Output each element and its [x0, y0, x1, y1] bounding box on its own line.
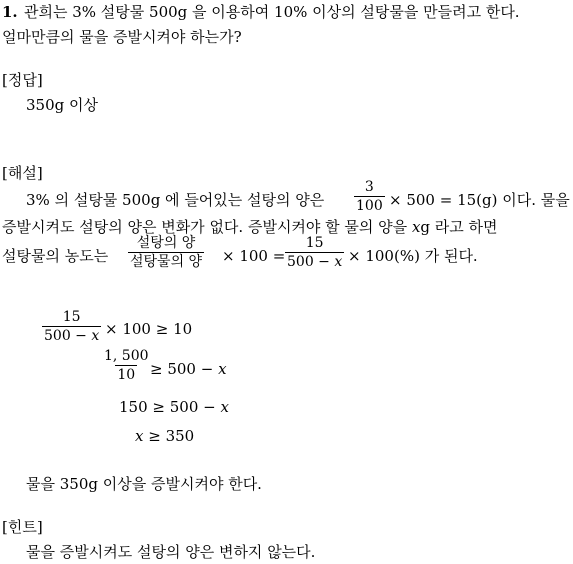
fraction-denominator: 100 [356, 198, 383, 214]
equation-4: x ≥ 350 [135, 427, 195, 445]
explanation-text-3b: × 100(%) 가 된다. [348, 247, 478, 265]
explanation-text-3-mid: × 100 = [222, 247, 286, 265]
variable-x: x [411, 218, 421, 236]
conclusion-text: 물을 350g 이상을 증발시켜야 한다. [26, 475, 262, 493]
fraction-numerator: 설탕의 양 [136, 235, 196, 251]
concentration-fraction [128, 236, 204, 269]
problem-number: 1. [2, 3, 18, 21]
concentration-value-fraction [285, 236, 344, 269]
answer-text: 350g 이상 [26, 96, 98, 114]
explanation-text-2-main: 증발시켜도 설탕의 양은 변화가 없다. 증발시켜야 할 물의 양을 [2, 218, 408, 236]
explanation-text-2 [2, 220, 498, 235]
fraction-denominator: 10 [117, 367, 136, 383]
explanation-text-1a: 3% 의 설탕물 500g 에 들어있는 설탕의 양은 [26, 191, 325, 209]
problem-line-1: 관희는 3% 설탕물 500g 을 이용하여 10% 이상의 설탕물을 만들려고 한다. [24, 3, 520, 21]
explanation-text-3a: 설탕물의 농도는 [2, 247, 109, 265]
hint-heading: [힌트] [2, 518, 43, 536]
equation-1-rest: × 100 ≥ 10 [105, 320, 193, 338]
explanation-text-2-end: g 라고 하면 [420, 218, 498, 236]
equation-2-rest: ≥ 500 − x [150, 360, 227, 378]
explanation-text-1b: × 500 = 15(g) 이다. 물을 [389, 191, 570, 209]
fraction-numerator: 3 [364, 179, 374, 195]
fraction-denominator: 500 − x [287, 254, 343, 270]
equation-3: 150 ≥ 500 − x [119, 398, 229, 416]
fraction-numerator: 15 [305, 235, 324, 251]
problem-line-2: 얼마만큼의 물을 증발시켜야 하는가? [2, 28, 242, 46]
explanation-heading: [해설] [2, 164, 43, 182]
fraction-numerator: 1, 500 [104, 348, 149, 364]
fraction-denominator: 설탕물의 양 [130, 254, 203, 270]
equation-2-fraction [102, 349, 151, 382]
fraction-denominator: 500 − x [44, 328, 100, 344]
answer-heading: [정답] [2, 71, 43, 89]
equation-1-fraction [42, 310, 101, 343]
sugar-fraction [354, 180, 385, 213]
hint-text: 물을 증발시켜도 설탕의 양은 변하지 않는다. [26, 543, 316, 561]
fraction-numerator: 15 [62, 309, 81, 325]
